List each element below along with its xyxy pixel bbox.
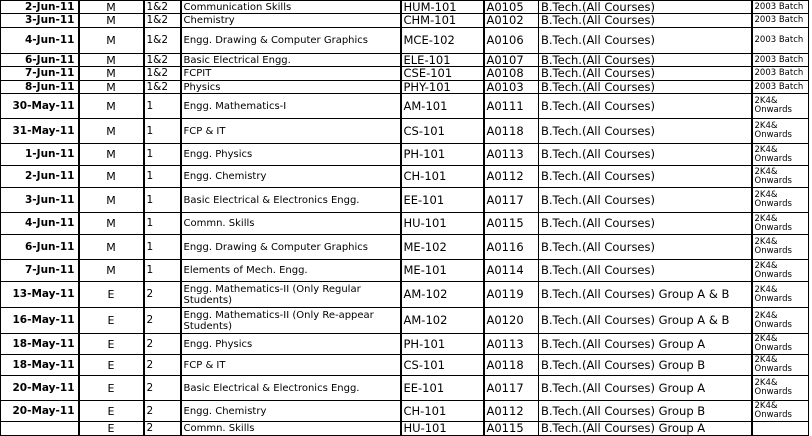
- table-row: [1, 422, 809, 436]
- semester-cell: 1: [144, 213, 181, 235]
- subject-code-cell: HUM-101: [401, 1, 484, 14]
- paper-id-cell: A0120: [484, 308, 539, 334]
- subject-cell: Engg. Mathematics-II (Only Re-appear Students): [181, 308, 401, 334]
- subject-cell: Engg. Physics: [181, 144, 401, 166]
- session-cell: M: [79, 1, 144, 14]
- date-cell: 4-Jun-11: [1, 213, 79, 235]
- subject-cell: Engg. Mathematics-II (Only Regular Students): [181, 282, 401, 308]
- batch-cell: 2K4& Onwards: [752, 355, 809, 376]
- subject-code-cell: HU-101: [401, 213, 484, 235]
- batch-cell: 2003 Batch: [752, 54, 809, 67]
- paper-id-cell: A0115: [484, 213, 539, 235]
- subject-cell: Engg. Mathematics-I: [181, 94, 401, 119]
- session-cell: E: [79, 282, 144, 308]
- semester-cell: 1: [144, 260, 181, 282]
- course-cell: B.Tech.(All Courses) Group B: [539, 355, 752, 376]
- batch-cell: 2K4& Onwards: [752, 166, 809, 188]
- subject-cell: Physics: [181, 81, 401, 94]
- paper-id-cell: A0119: [484, 282, 539, 308]
- semester-cell: 1: [144, 94, 181, 119]
- semester-cell: 2: [144, 334, 181, 355]
- semester-cell: 2: [144, 355, 181, 376]
- semester-cell: 2: [144, 376, 181, 401]
- course-cell: B.Tech.(All Courses): [539, 94, 752, 119]
- subject-cell: Commn. Skills: [181, 422, 401, 436]
- subject-cell: Engg. Drawing & Computer Graphics: [181, 235, 401, 260]
- course-cell: B.Tech.(All Courses): [539, 166, 752, 188]
- session-cell: M: [79, 14, 144, 28]
- date-cell: 18-May-11: [1, 334, 79, 355]
- subject-cell: FCPIT: [181, 67, 401, 81]
- table-row: [1, 188, 809, 213]
- session-cell: E: [79, 355, 144, 376]
- session-cell: M: [79, 235, 144, 260]
- course-cell: B.Tech.(All Courses): [539, 213, 752, 235]
- semester-cell: 1: [144, 119, 181, 144]
- date-cell: 20-May-11: [1, 376, 79, 401]
- batch-cell: 2K4& Onwards: [752, 94, 809, 119]
- session-cell: E: [79, 334, 144, 355]
- batch-cell: 2K4& Onwards: [752, 282, 809, 308]
- date-cell: [1, 422, 79, 436]
- course-cell: B.Tech.(All Courses): [539, 235, 752, 260]
- date-cell: 3-Jun-11: [1, 14, 79, 28]
- subject-code-cell: PHY-101: [401, 81, 484, 94]
- session-cell: M: [79, 213, 144, 235]
- date-cell: 6-Jun-11: [1, 235, 79, 260]
- session-cell: E: [79, 308, 144, 334]
- session-cell: E: [79, 401, 144, 422]
- date-cell: 20-May-11: [1, 401, 79, 422]
- paper-id-cell: A0108: [484, 67, 539, 81]
- batch-cell: 2K4& Onwards: [752, 119, 809, 144]
- subject-code-cell: CSE-101: [401, 67, 484, 81]
- paper-id-cell: A0107: [484, 54, 539, 67]
- subject-code-cell: AM-102: [401, 308, 484, 334]
- table-row: [1, 166, 809, 188]
- table-row: [1, 213, 809, 235]
- batch-cell: 2003 Batch: [752, 14, 809, 28]
- table-row: [1, 1, 809, 14]
- paper-id-cell: A0117: [484, 188, 539, 213]
- table-row: [1, 308, 809, 334]
- paper-id-cell: A0118: [484, 355, 539, 376]
- batch-cell: 2K4& Onwards: [752, 260, 809, 282]
- subject-code-cell: PH-101: [401, 144, 484, 166]
- batch-cell: 2K4& Onwards: [752, 188, 809, 213]
- subject-cell: Communication Skills: [181, 1, 401, 14]
- subject-cell: Basic Electrical & Electronics Engg.: [181, 188, 401, 213]
- session-cell: M: [79, 67, 144, 81]
- session-cell: M: [79, 54, 144, 67]
- table-row: [1, 28, 809, 54]
- paper-id-cell: A0102: [484, 14, 539, 28]
- table-row: [1, 144, 809, 166]
- batch-cell: 2K4& Onwards: [752, 235, 809, 260]
- paper-id-cell: A0117: [484, 376, 539, 401]
- subject-code-cell: CH-101: [401, 166, 484, 188]
- semester-cell: 2: [144, 308, 181, 334]
- subject-cell: Engg. Chemistry: [181, 166, 401, 188]
- date-cell: 2-Jun-11: [1, 166, 79, 188]
- paper-id-cell: A0113: [484, 144, 539, 166]
- date-cell: 13-May-11: [1, 282, 79, 308]
- course-cell: B.Tech.(All Courses) Group B: [539, 401, 752, 422]
- batch-cell: 2K4& Onwards: [752, 376, 809, 401]
- subject-code-cell: ME-102: [401, 235, 484, 260]
- session-cell: M: [79, 260, 144, 282]
- course-cell: B.Tech.(All Courses) Group A & B: [539, 282, 752, 308]
- subject-code-cell: PH-101: [401, 334, 484, 355]
- session-cell: M: [79, 119, 144, 144]
- semester-cell: 1&2: [144, 81, 181, 94]
- semester-cell: 1: [144, 188, 181, 213]
- table-row: [1, 282, 809, 308]
- date-cell: 31-May-11: [1, 119, 79, 144]
- course-cell: B.Tech.(All Courses): [539, 14, 752, 28]
- paper-id-cell: A0114: [484, 260, 539, 282]
- semester-cell: 1: [144, 235, 181, 260]
- paper-id-cell: A0103: [484, 81, 539, 94]
- subject-cell: Basic Electrical & Electronics Engg.: [181, 376, 401, 401]
- batch-cell: 2K4& Onwards: [752, 308, 809, 334]
- course-cell: B.Tech.(All Courses): [539, 260, 752, 282]
- course-cell: B.Tech.(All Courses) Group A: [539, 376, 752, 401]
- subject-code-cell: CS-101: [401, 355, 484, 376]
- batch-cell: 2003 Batch: [752, 28, 809, 54]
- session-cell: M: [79, 188, 144, 213]
- subject-cell: Commn. Skills: [181, 213, 401, 235]
- paper-id-cell: A0115: [484, 422, 539, 436]
- batch-cell: [752, 422, 809, 436]
- date-cell: 4-Jun-11: [1, 28, 79, 54]
- batch-cell: 2K4& Onwards: [752, 213, 809, 235]
- subject-code-cell: CHM-101: [401, 14, 484, 28]
- course-cell: B.Tech.(All Courses): [539, 1, 752, 14]
- date-cell: 30-May-11: [1, 94, 79, 119]
- course-cell: B.Tech.(All Courses): [539, 188, 752, 213]
- batch-cell: 2003 Batch: [752, 67, 809, 81]
- paper-id-cell: A0106: [484, 28, 539, 54]
- date-cell: 7-Jun-11: [1, 260, 79, 282]
- date-cell: 3-Jun-11: [1, 188, 79, 213]
- batch-cell: 2K4& Onwards: [752, 144, 809, 166]
- table-row: [1, 94, 809, 119]
- batch-cell: 2003 Batch: [752, 81, 809, 94]
- paper-id-cell: A0112: [484, 401, 539, 422]
- date-cell: 8-Jun-11: [1, 81, 79, 94]
- course-cell: B.Tech.(All Courses): [539, 67, 752, 81]
- paper-id-cell: A0113: [484, 334, 539, 355]
- date-cell: 18-May-11: [1, 355, 79, 376]
- session-cell: M: [79, 81, 144, 94]
- subject-cell: FCP & IT: [181, 355, 401, 376]
- semester-cell: 2: [144, 422, 181, 436]
- table-row: [1, 260, 809, 282]
- semester-cell: 1&2: [144, 14, 181, 28]
- subject-code-cell: EE-101: [401, 188, 484, 213]
- semester-cell: 1&2: [144, 1, 181, 14]
- subject-code-cell: CH-101: [401, 401, 484, 422]
- batch-cell: 2K4& Onwards: [752, 401, 809, 422]
- table-row: [1, 235, 809, 260]
- date-cell: 6-Jun-11: [1, 54, 79, 67]
- subject-cell: FCP & IT: [181, 119, 401, 144]
- table-row: [1, 376, 809, 401]
- course-cell: B.Tech.(All Courses): [539, 119, 752, 144]
- paper-id-cell: A0111: [484, 94, 539, 119]
- paper-id-cell: A0112: [484, 166, 539, 188]
- subject-code-cell: AM-101: [401, 94, 484, 119]
- semester-cell: 1&2: [144, 28, 181, 54]
- subject-code-cell: HU-101: [401, 422, 484, 436]
- subject-cell: Engg. Chemistry: [181, 401, 401, 422]
- semester-cell: 2: [144, 282, 181, 308]
- course-cell: B.Tech.(All Courses) Group A: [539, 422, 752, 436]
- session-cell: M: [79, 28, 144, 54]
- session-cell: M: [79, 144, 144, 166]
- course-cell: B.Tech.(All Courses) Group A: [539, 334, 752, 355]
- date-cell: 2-Jun-11: [1, 1, 79, 14]
- table-row: [1, 334, 809, 355]
- session-cell: M: [79, 94, 144, 119]
- subject-code-cell: ELE-101: [401, 54, 484, 67]
- course-cell: B.Tech.(All Courses): [539, 54, 752, 67]
- table-row: [1, 54, 809, 67]
- table-row: [1, 67, 809, 81]
- semester-cell: 1&2: [144, 67, 181, 81]
- subject-cell: Chemistry: [181, 14, 401, 28]
- batch-cell: 2K4& Onwards: [752, 334, 809, 355]
- course-cell: B.Tech.(All Courses) Group A & B: [539, 308, 752, 334]
- course-cell: B.Tech.(All Courses): [539, 144, 752, 166]
- subject-cell: Basic Electrical Engg.: [181, 54, 401, 67]
- subject-cell: Elements of Mech. Engg.: [181, 260, 401, 282]
- subject-code-cell: CS-101: [401, 119, 484, 144]
- paper-id-cell: A0116: [484, 235, 539, 260]
- semester-cell: 2: [144, 401, 181, 422]
- subject-code-cell: MCE-102: [401, 28, 484, 54]
- table-row: [1, 355, 809, 376]
- date-cell: 7-Jun-11: [1, 67, 79, 81]
- session-cell: M: [79, 166, 144, 188]
- session-cell: E: [79, 422, 144, 436]
- semester-cell: 1: [144, 166, 181, 188]
- table-row: [1, 14, 809, 28]
- paper-id-cell: A0118: [484, 119, 539, 144]
- paper-id-cell: A0105: [484, 1, 539, 14]
- subject-code-cell: ME-101: [401, 260, 484, 282]
- semester-cell: 1&2: [144, 54, 181, 67]
- session-cell: E: [79, 376, 144, 401]
- subject-cell: Engg. Drawing & Computer Graphics: [181, 28, 401, 54]
- course-cell: B.Tech.(All Courses): [539, 81, 752, 94]
- subject-code-cell: EE-101: [401, 376, 484, 401]
- batch-cell: 2003 Batch: [752, 1, 809, 14]
- table-row: [1, 81, 809, 94]
- course-cell: B.Tech.(All Courses): [539, 28, 752, 54]
- subject-cell: Engg. Physics: [181, 334, 401, 355]
- table-row: [1, 401, 809, 422]
- date-cell: 1-Jun-11: [1, 144, 79, 166]
- semester-cell: 1: [144, 144, 181, 166]
- table-row: [1, 119, 809, 144]
- date-cell: 16-May-11: [1, 308, 79, 334]
- subject-code-cell: AM-102: [401, 282, 484, 308]
